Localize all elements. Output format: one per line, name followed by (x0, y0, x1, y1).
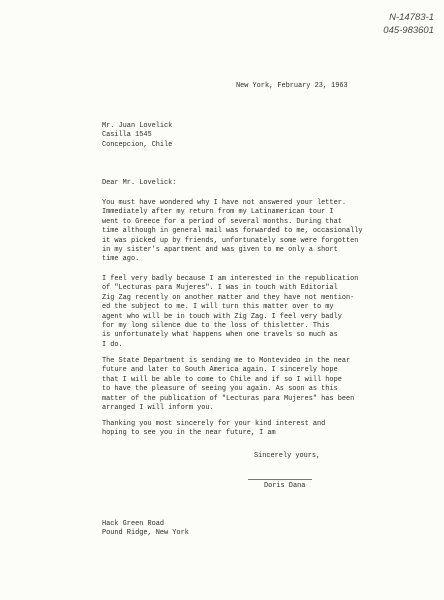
closing: Sincerely yours, (254, 452, 321, 460)
text-line: Zig Zag recently on another matter and they have not mention- (102, 293, 355, 302)
text-line: arranged I will inform you. (102, 404, 214, 413)
text-line: it was picked up by friends, unfortunately some were forgotten (102, 236, 359, 245)
letter-date: New York, February 23, 1963 (236, 82, 348, 90)
signature-name: Doris Dana (264, 482, 306, 490)
text-line: Hack Green Road (102, 520, 165, 528)
text-line: future and later to South America again. I sincerely hope (102, 366, 338, 375)
signature-line (248, 479, 312, 480)
text-line: to have the pleasure of seeing you again. As soon as this (102, 385, 338, 394)
paragraph-4 (102, 420, 325, 439)
text-line: time ago. (102, 255, 140, 264)
archive-annotation-1: N-14783-1 (389, 12, 434, 23)
paragraph-1 (102, 199, 363, 265)
sender-address (102, 520, 189, 539)
text-line: Concepcion, Chile (102, 140, 173, 149)
text-line: ed the subject to me. I will turn this matter over to my (102, 303, 334, 312)
recipient-address (102, 122, 172, 150)
archive-annotation-2: 045-983601 (383, 25, 434, 36)
text-line: time although in general mail was forwarded to me, occasionally (102, 227, 363, 236)
text-line: went to Greece for a period of several months. During that (102, 217, 342, 226)
text-line: hoping to see you in the near future, I am (102, 429, 276, 438)
text-line: You must have wondered why I have not answered your letter. (102, 199, 346, 207)
salutation: Dear Mr. Lovelick: (102, 179, 177, 187)
text-line: Pound Ridge, New York (102, 529, 189, 538)
text-line: Thanking you most sincerely for your kind interest and (102, 420, 326, 428)
text-line: agent who will be in touch with Zig Zag. I feel very badly (102, 312, 342, 321)
paragraph-2 (102, 275, 358, 350)
text-line: I do. (102, 340, 123, 349)
text-line: Casilla 1545 (102, 131, 152, 140)
text-line: is unfortunately what happens when one travels so much as (102, 331, 338, 340)
text-line: of "Lecturas para Mujeres". I was in touch with Editorial (102, 284, 338, 293)
text-line: for my long silence due to the loss of thisletter. This (102, 322, 330, 331)
text-line: that I will be able to come to Chile and if so I will hope (102, 375, 342, 384)
text-line: matter of the publication of "Lecturas para Mujeres" has been (102, 394, 355, 403)
text-line: in my sister's apartment and was given to me only a short (102, 246, 338, 255)
text-line: The State Department is sending me to Montevideo in the near (102, 357, 351, 365)
text-line: I feel very badly because I am interested in the republication (102, 275, 359, 283)
paragraph-3 (102, 357, 354, 413)
text-line: Immediately after my return from my Latinamerican tour I (102, 208, 334, 217)
text-line: Mr. Juan Lovelick (102, 122, 173, 130)
